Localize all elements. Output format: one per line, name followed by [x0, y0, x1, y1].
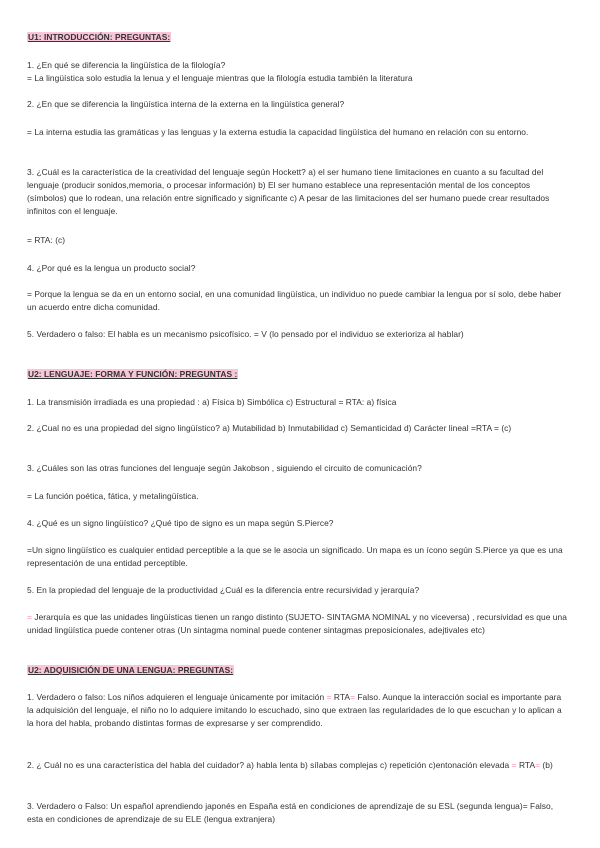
u2b-q2: [27, 759, 569, 772]
u2b-q1: [27, 691, 569, 730]
u2a-heading: U2: LENGUAJE: FORMA Y FUNCIÓN: PREGUNTAS :: [28, 369, 238, 379]
u2a-q4: 4. ¿Qué es un signo lingüístico? ¿Qué tipo de signo es un mapa según S.Pierce?: [27, 518, 334, 528]
u2b-q2-a: 2. ¿ Cuál no es una característica del habla del cuidador? a) habla lenta b) sílabas complejas c) repetición c)entonación elevada: [27, 760, 512, 770]
u2b-heading-line: [27, 664, 569, 677]
u2b-q1-a: 1. Verdadero o falso: Los niños adquieren el lenguaje únicamente por imitación: [27, 692, 327, 702]
u2a-a5: [27, 611, 569, 637]
u2b-q2-eq1: =: [511, 760, 517, 770]
u1-q5: 5. Verdadero o falso: El habla es un mecanismo psicofísico. = V (lo pensado por el individuo se exterioriza al hablar): [27, 329, 464, 339]
u2b-q1-eq1: =: [326, 692, 332, 702]
u2b-q3: 3. Verdadero o Falso: Un español aprendiendo japonés en España está en condiciones de aprendizaje de su ESL (segunda lengua)= Falso, esta en condiciones de aprendizaje de su ELE (lengua extranjera): [27, 801, 554, 824]
u2a-q3: 3. ¿Cuáles son las otras funciones del lenguaje según Jakobson , siguiendo el circuito de comunicación?: [27, 463, 422, 473]
u2b-q1-c: Falso. Aunque la interacción social es importante para la adquisición del lenguaje, el niño no lo adquiere imitando lo escuchado, sino que extraen las regularidades de lo que escuchan y lo aplican a la hora del habla, probando distintas formas de expresarse y ser comprendido.: [27, 692, 562, 728]
u2a-heading-line: [27, 368, 569, 381]
u2a-q1: 1. La transmisión irradiada es una propiedad : a) Física b) Simbólica c) Estructural = RTA: a) física: [27, 397, 397, 407]
u1-a3: = RTA: (c): [27, 235, 66, 245]
u1-q2: 2. ¿En que se diferencia la lingüística interna de la externa en la lingüística general?: [27, 99, 345, 109]
u2a-a5-eq: =: [27, 612, 32, 622]
u2b-q2-c: (b): [540, 760, 553, 770]
u1-a2: = La interna estudia las gramáticas y las lenguas y la externa estudia la capacidad lingüística del humano en relación con su entorno.: [27, 127, 529, 137]
u1-q3: 3. ¿Cuál es la característica de la creatividad del lenguaje según Hockett? a) el ser humano tiene limitaciones en cuanto a su facultad del lenguaje (producir sonidos,memoria, o procesar información) b) El ser humano establece una representación mental de los conceptos (símbolos) que lo rodean, una relación entre significado y significante c) A pesar de las limitaciones del ser humano puede crear resultados infinitos con el lenguaje.: [27, 167, 550, 216]
u1-heading-line: [27, 31, 569, 44]
u1-q1: 1. ¿En qué se diferencia la lingüística de la filología?: [27, 60, 226, 70]
u2a-a4: =Un signo lingüístico es cualquier entidad perceptible a la que se le asocia un significado. Un mapa es un ícono según S.Pierce ya que es una representación de una entidad perceptible.: [27, 545, 563, 568]
u2a-q2: 2. ¿Cual no es una propiedad del signo lingüístico? a) Mutabilidad b) Inmutabilidad c) Semanticidad d) Carácter lineal =RTA = (c): [27, 423, 512, 433]
u2a-q5: 5. En la propiedad del lenguaje de la productividad ¿Cuál es la diferencia entre recursividad y jerarquía?: [27, 585, 420, 595]
u1-heading: U1: INTRODUCCIÓN: PREGUNTAS:: [28, 32, 171, 42]
u2b-heading: U2: ADQUISICIÓN DE UNA LENGUA: PREGUNTAS:: [28, 665, 234, 675]
u1-q4: 4. ¿Por qué es la lengua un producto social?: [27, 263, 196, 273]
u2b-q1-b: RTA: [331, 692, 351, 702]
u1-a1: = La lingüística solo estudia la lenua y el lenguaje mientras que la filología estudia también la literatura: [27, 73, 413, 83]
u2a-a3: = La función poética, fática, y metalingüística.: [27, 491, 199, 501]
u1-a4: = Porque la lengua se da en un entorno social, en una comunidad lingüística, un individuo no puede cambiar la lengua por sí solo, debe haber un acuerdo entre dicha comunidad.: [27, 289, 562, 312]
u2a-a5-text: Jerarquía es que las unidades lingüísticas tienen un rango distinto (SUJETO- SINTAGMA NOMINAL y no viceversa) , recursividad es que una unidad lingüística puede contener otras (Un sintagma nominal puede contener sintagmas preposicionales, adejtivales etc): [27, 612, 567, 635]
u2b-q2-eq2: =: [535, 760, 541, 770]
u2b-q2-b: RTA: [516, 760, 536, 770]
u2b-q1-eq2: =: [350, 692, 356, 702]
